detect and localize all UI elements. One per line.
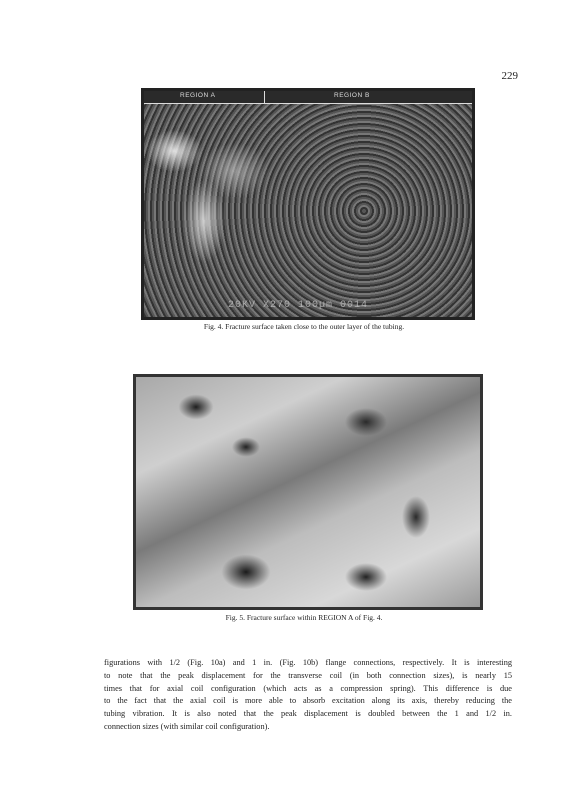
body-line: to the fact that the axial coil is more able to absorb excitation along its axis, thereby reducing the	[104, 696, 512, 706]
micrograph-scale-text: 20KV X270 100µm 0014	[228, 300, 369, 311]
body-line: tubing vibration. It is also noted that the peak displacement is doubled between the 1 and 1/2 in.	[104, 709, 512, 719]
region-a-label: REGION A	[180, 92, 216, 99]
body-line: times that for axial coil configuration (which acts as a compression spring). This difference is due	[104, 683, 512, 693]
page-number: 229	[501, 70, 518, 82]
region-b-label: REGION B	[334, 92, 370, 99]
body-line: connection sizes (with similar coil configuration).	[104, 721, 270, 731]
body-line: figurations with 1/2 (Fig. 10a) and 1 in. (Fig. 10b) flange connections, respectively. It is interesting	[104, 658, 512, 667]
figure-5-caption: Fig. 5. Fracture surface within REGION A of Fig. 4.	[225, 613, 383, 622]
body-paragraph	[104, 657, 512, 734]
region-divider	[264, 91, 265, 103]
figure-4-caption: Fig. 4. Fracture surface taken close to the outer layer of the tubing.	[203, 322, 405, 331]
figure-5-image	[133, 374, 483, 610]
body-line: to note that the peak displacement for the transverse coil (in both connection sizes), is nearly 15	[104, 670, 512, 680]
figure-4-image	[141, 88, 475, 320]
